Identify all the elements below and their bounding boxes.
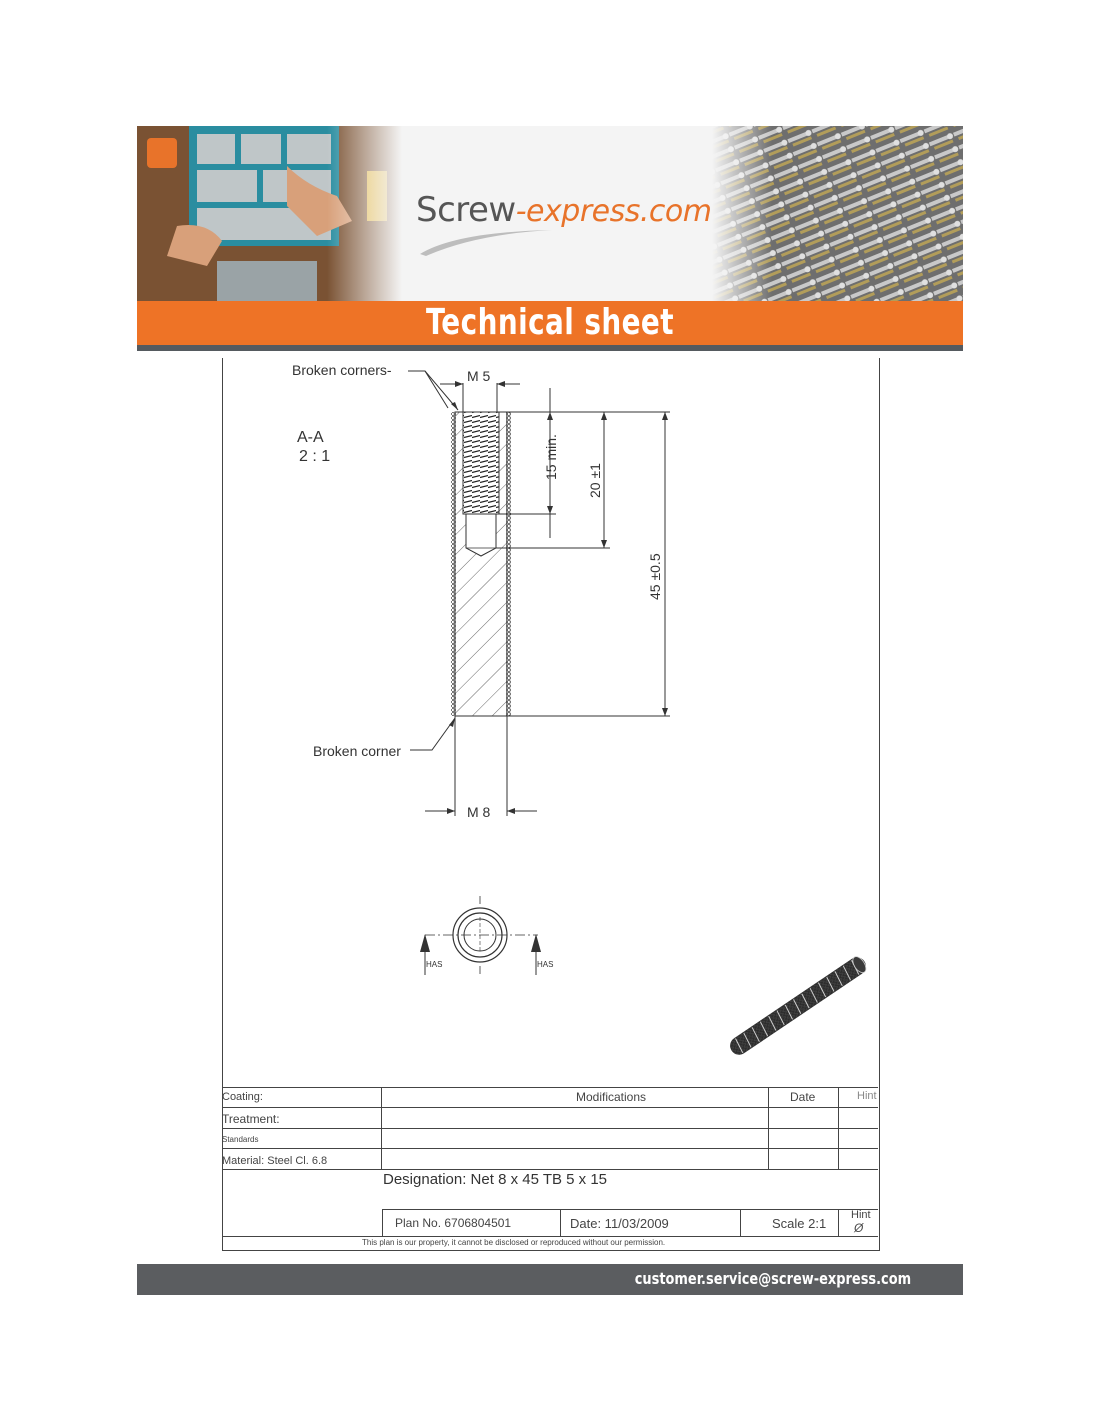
dim-45: 45 ±0.5 xyxy=(647,553,663,600)
treatment-label: Treatment: xyxy=(222,1112,280,1126)
dim-15min: 15 min. xyxy=(543,434,559,480)
plan-number: Plan No. 6706804501 xyxy=(395,1216,512,1230)
broken-corners-label: Broken corners- xyxy=(292,362,392,378)
logo-accent-text: -express.com xyxy=(515,194,712,229)
section-scale: 2 : 1 xyxy=(299,448,331,465)
modifications-header: Modifications xyxy=(576,1090,647,1104)
section-mark-left: HAS xyxy=(426,960,443,969)
broken-corner-label: Broken corner xyxy=(313,743,401,759)
hint-header: Hint xyxy=(857,1090,877,1102)
coating-label: Coating: xyxy=(222,1091,263,1103)
plan-date: Date: 11/03/2009 xyxy=(570,1216,669,1231)
material-label: Material: Steel Cl. 6.8 xyxy=(222,1155,328,1167)
plan-scale: Scale 2:1 xyxy=(772,1216,827,1231)
dim-20: 20 ±1 xyxy=(587,463,603,498)
section-label: A-A xyxy=(297,429,324,446)
dim-m5: M 5 xyxy=(467,368,491,384)
contact-email-link[interactable]: customer.service@screw-express.com xyxy=(634,1269,911,1288)
designation: Designation: Net 8 x 45 TB 5 x 15 xyxy=(383,1171,608,1188)
dim-m8: M 8 xyxy=(467,804,491,820)
page-title: Technical sheet xyxy=(425,302,675,343)
logo-main-text: Screw xyxy=(416,190,516,230)
standards-label: Standards xyxy=(222,1135,259,1144)
footer-bar xyxy=(137,1264,963,1295)
section-mark-right: HAS xyxy=(537,960,554,969)
copyright-notice: This plan is our property, it cannot be disclosed or reproduced without our permission. xyxy=(362,1238,666,1247)
diameter-symbol: Ø xyxy=(854,1221,864,1235)
date-header: Date xyxy=(790,1090,816,1104)
hint-label: Hint xyxy=(851,1209,871,1221)
